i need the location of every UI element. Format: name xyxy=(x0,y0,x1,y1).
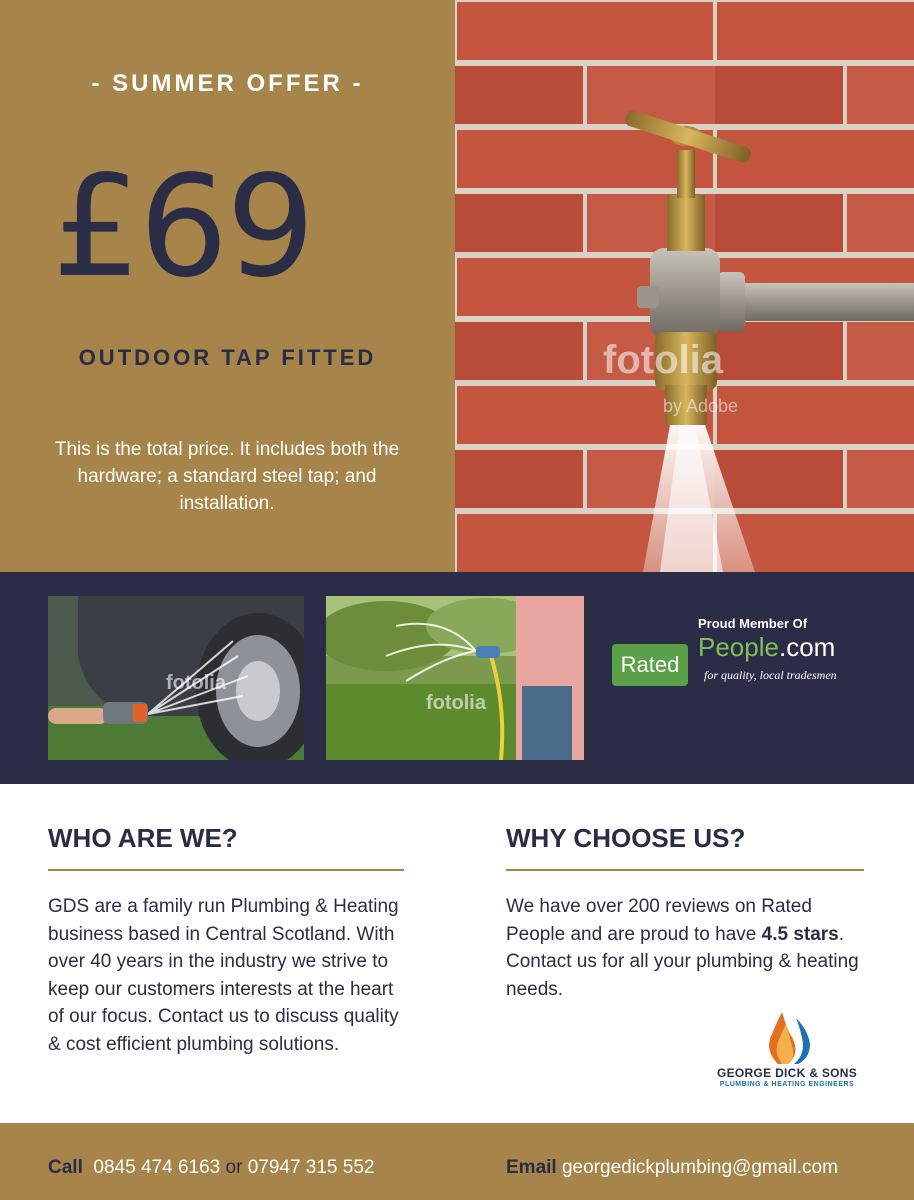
email-label: Email xyxy=(506,1157,557,1178)
garden-photo xyxy=(326,596,584,760)
why-text-after: . Contact us for all your plumbing & heating needs. xyxy=(506,923,859,1000)
offer-label: - SUMMER OFFER - xyxy=(91,70,364,97)
garden-photo-watermark: fotolia xyxy=(426,692,486,714)
tap-photo xyxy=(455,0,914,572)
hero-section xyxy=(0,0,914,572)
tap-photo-watermark-sub: by Adobe xyxy=(663,396,739,416)
rated-people-site-tld: .com xyxy=(778,632,836,662)
who-divider xyxy=(48,869,404,871)
phone-link-2[interactable]: 07947 315 552 xyxy=(247,1157,375,1178)
offer-price: £69 xyxy=(52,146,314,309)
hose-photo xyxy=(48,596,304,760)
footer-call xyxy=(48,1157,374,1179)
flame-logo-icon xyxy=(706,1010,868,1066)
rated-people-proud: Proud Member Of xyxy=(698,616,808,631)
tap-photo-art xyxy=(455,0,914,572)
why-divider xyxy=(506,869,864,871)
photo-band xyxy=(0,572,914,784)
phone-or: or xyxy=(225,1157,243,1178)
tap-photo-watermark: fotolia xyxy=(603,338,723,382)
rated-people-site xyxy=(698,632,835,663)
email-link[interactable]: georgedickplumbing@gmail.com xyxy=(561,1157,838,1178)
rated-people-badge: Rated xyxy=(612,644,688,686)
why-choose-us-section xyxy=(506,823,866,1003)
footer-email xyxy=(506,1157,838,1179)
contact-footer xyxy=(0,1123,914,1200)
offer-title: OUTDOOR TAP FITTED xyxy=(78,345,377,370)
phone-link-1[interactable]: 0845 474 6163 xyxy=(93,1157,221,1178)
why-text-before: We have over 200 reviews on Rated People and are proud to have xyxy=(506,896,812,945)
offer-panel xyxy=(0,0,455,572)
why-heading: WHY CHOOSE US? xyxy=(506,823,746,853)
garden-photo-art xyxy=(326,596,584,760)
gds-logo-subtitle: PLUMBING & HEATING ENGINEERS xyxy=(719,1081,855,1088)
who-text: GDS are a family run Plumbing & Heating business based in Central Scotland. With over 40 years in the industry we strive to keep our customers interests at the heart of our focus. Contact us to discuss quality & cost efficient plumbing solutions. xyxy=(48,896,399,1055)
rated-people-logo[interactable] xyxy=(612,616,882,716)
offer-description: This is the total price. It includes both the hardware; a standard steel tap; and installation. xyxy=(54,439,400,514)
who-are-we-section xyxy=(48,823,408,1058)
gds-logo-name: GEORGE DICK & SONS xyxy=(716,1066,858,1080)
why-stars: 4.5 stars xyxy=(761,923,839,945)
rated-people-tagline: for quality, local tradesmen xyxy=(704,668,837,682)
rated-people-site-name: People xyxy=(698,632,779,662)
why-text xyxy=(506,893,866,1003)
gds-logo xyxy=(706,1010,868,1092)
call-label: Call xyxy=(48,1157,83,1178)
hose-photo-watermark: fotolia xyxy=(166,672,226,694)
who-heading: WHO ARE WE? xyxy=(48,823,238,853)
